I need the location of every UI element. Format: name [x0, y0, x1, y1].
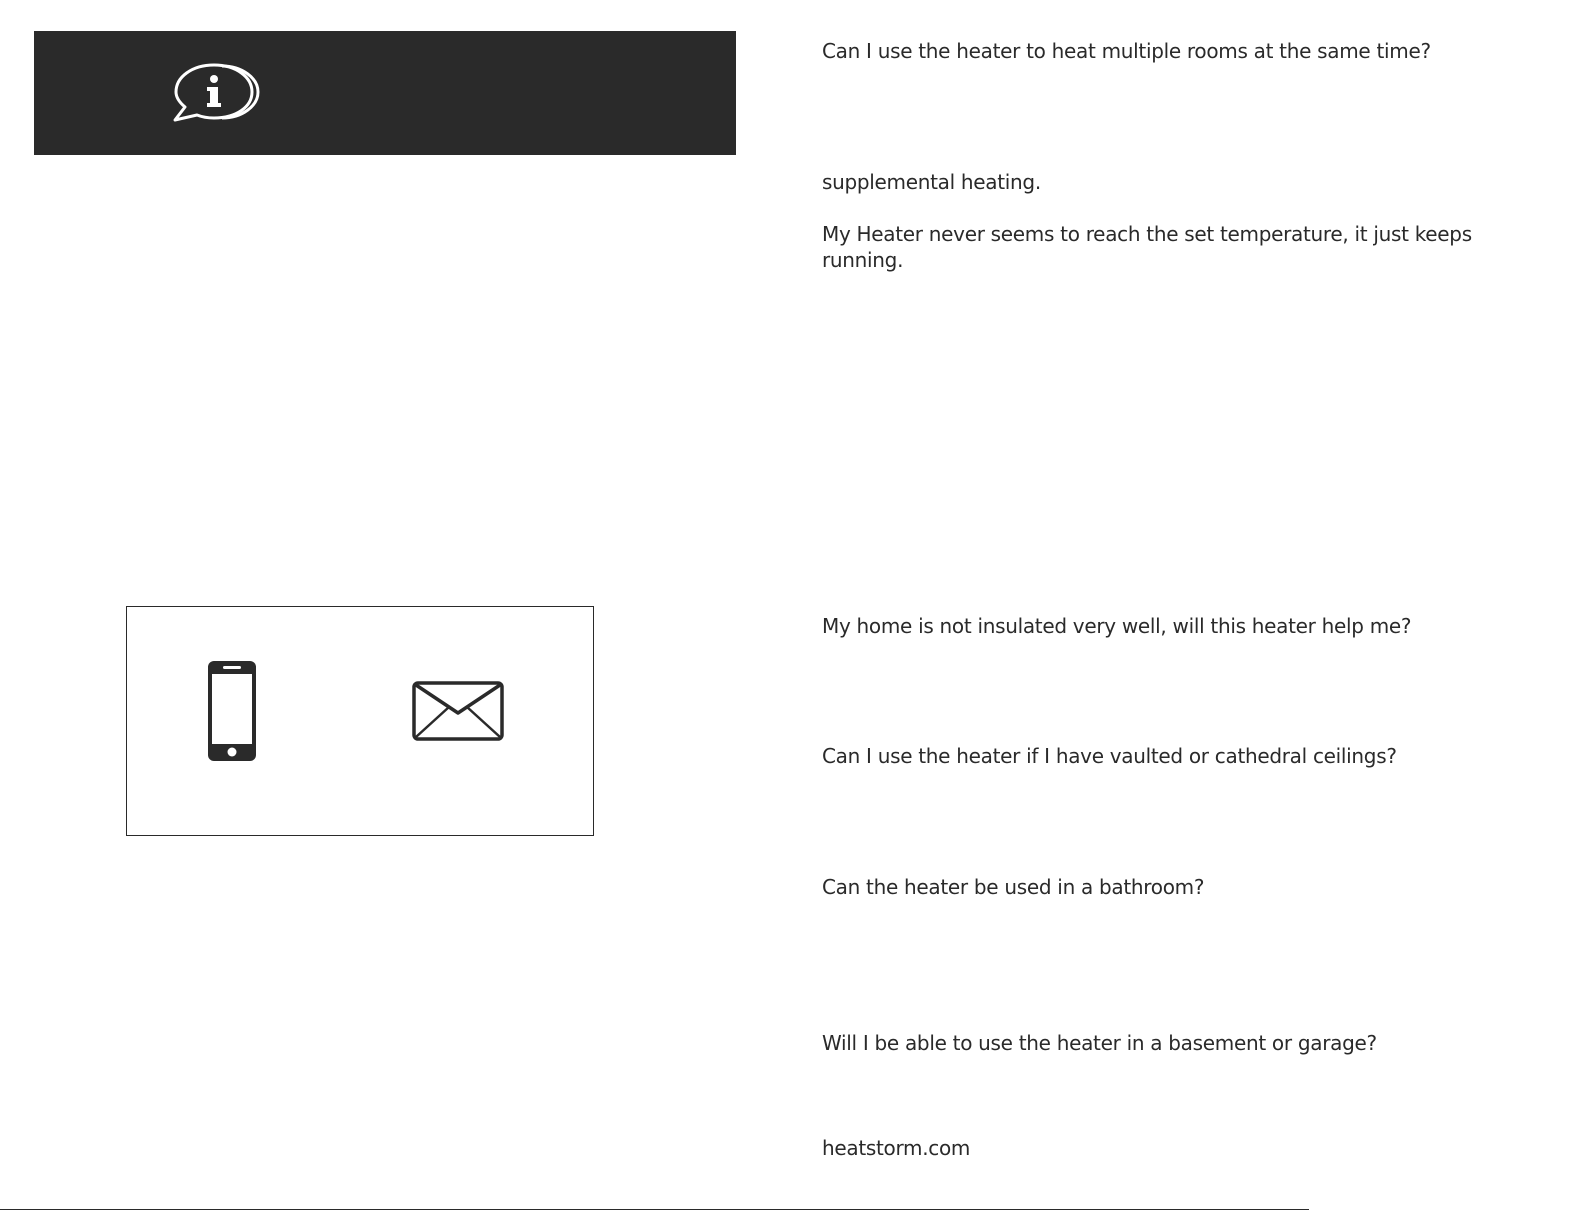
question-multiple-rooms: Can I use the heater to heat multiple rooms at the same time? [822, 39, 1431, 63]
phone-icon [207, 660, 257, 762]
question-ceilings: Can I use the heater if I have vaulted or cathedral ceilings? [822, 744, 1397, 768]
website-link[interactable]: heatstorm.com [822, 1136, 971, 1160]
question-bathroom: Can the heater be used in a bathroom? [822, 875, 1205, 899]
question-insulation: My home is not insulated very well, will this heater help me? [822, 614, 1412, 638]
bottom-divider [0, 1209, 1309, 1210]
info-speech-bubble-icon [170, 62, 262, 124]
header-banner [34, 31, 736, 155]
question-set-temperature: My Heater never seems to reach the set temperature, it just keeps running. [822, 222, 1472, 272]
question-basement-garage: Will I be able to use the heater in a basement or garage? [822, 1031, 1377, 1055]
supplemental-heating-text: supplemental heating. [822, 170, 1041, 194]
contact-box [126, 606, 594, 836]
mail-icon [411, 680, 505, 742]
